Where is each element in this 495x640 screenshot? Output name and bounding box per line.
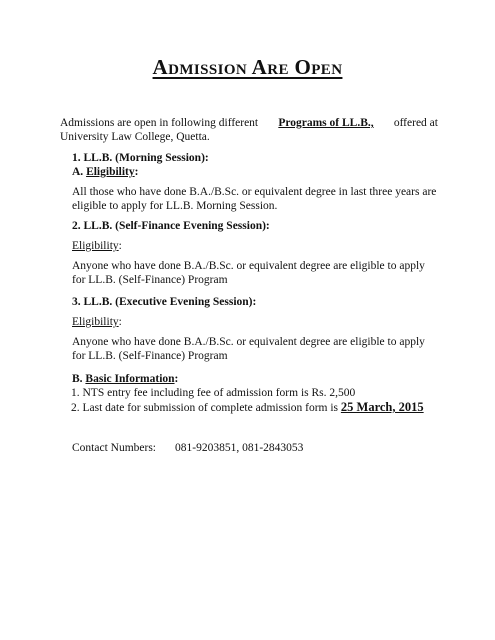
eligibility-line (72, 239, 438, 253)
page-title-text: Admission Are Open (152, 55, 343, 79)
eligibility-label: Eligibility (72, 240, 119, 252)
intro-offered: offered at (393, 117, 438, 129)
deadline-date: 25 March, 2015 (340, 400, 424, 414)
list-item (71, 400, 438, 415)
programs-link[interactable]: Programs of LL.B., (278, 117, 374, 129)
list-item: 1. NTS entry fee including fee of admission form is Rs. 2,500 (71, 387, 356, 399)
contact-line (72, 441, 303, 455)
intro-line-2: University Law College, Quetta. (60, 131, 210, 143)
section-executive (72, 295, 438, 363)
section-heading: 2. LL.B. (Self-Finance Evening Session): (72, 220, 270, 232)
section-heading: 3. LL.B. (Executive Evening Session): (72, 296, 257, 308)
basic-info-prefix: B. (72, 373, 86, 385)
intro-text: Admissions are open in following different (60, 117, 259, 129)
page-title (0, 55, 495, 79)
contact-label: Contact Numbers: (72, 442, 156, 454)
basic-information (72, 372, 438, 415)
basic-info-colon: : (174, 373, 179, 385)
basic-info-label: Basic Information (85, 373, 175, 385)
eligibility-text: Anyone who have done B.A./B.Sc. or equivalent degree are eligible to apply for LL.B. (Self-Finance) Program (72, 260, 425, 286)
intro-line-1 (60, 116, 438, 130)
section-heading: 1. LL.B. (Morning Session): (72, 152, 209, 164)
eligibility-colon: : (118, 316, 122, 328)
eligibility-line (72, 315, 438, 329)
basic-info-heading (72, 372, 438, 386)
eligibility-subheading (72, 165, 438, 179)
intro-paragraph (60, 116, 438, 144)
eligibility-text: All those who have done B.A./B.Sc. or equivalent degree in last three years are eligible to apply for LL.B. Morning Session. (72, 186, 437, 212)
eligibility-colon: : (134, 166, 139, 178)
sub-prefix: A. (72, 166, 87, 178)
eligibility-text: Anyone who have done B.A./B.Sc. or equivalent degree are eligible to apply for LL.B. (Self-Finance) Program (72, 336, 425, 362)
eligibility-colon: : (118, 240, 122, 252)
section-morning (72, 151, 438, 213)
eligibility-label: Eligibility (86, 166, 135, 178)
eligibility-label: Eligibility (72, 316, 119, 328)
list-item-text: 2. Last date for submission of complete admission form is (71, 402, 341, 414)
section-self-finance (72, 219, 438, 287)
contact-numbers: 081-9203851, 081-2843053 (175, 442, 304, 454)
